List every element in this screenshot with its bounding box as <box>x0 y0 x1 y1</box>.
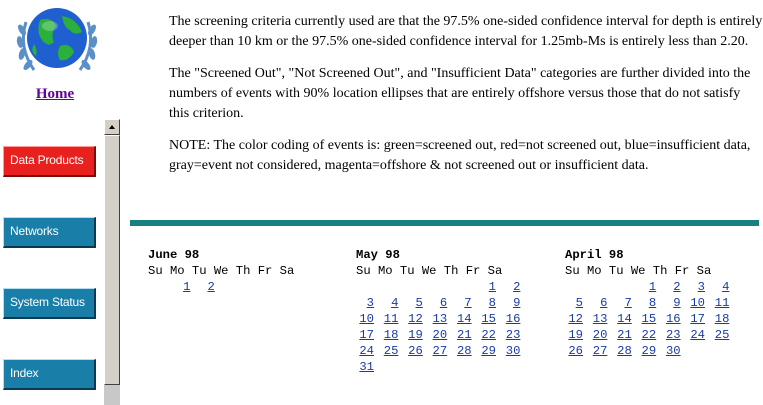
calendar-day-link[interactable]: 20 <box>432 328 448 342</box>
calendar-day-link[interactable]: 19 <box>408 328 423 342</box>
calendar-day-link[interactable]: 22 <box>481 328 496 342</box>
data-products-button[interactable]: Data Products <box>3 146 96 177</box>
calendar-day-link[interactable]: 13 <box>432 312 448 326</box>
calendar-weekday-header: Su Mo Tu We Th Fr Sa <box>565 264 712 278</box>
calendar-day-link[interactable]: 18 <box>714 312 730 326</box>
calendar-week-row <box>356 295 521 311</box>
calendar-day-link[interactable]: 5 <box>415 296 423 310</box>
calendar-day-link[interactable]: 10 <box>690 296 705 310</box>
calendar-day-link[interactable]: 23 <box>505 328 521 342</box>
calendar-week-row <box>356 343 521 359</box>
calendar-may-98 <box>356 247 521 375</box>
calendar-day-link[interactable]: 27 <box>592 344 608 358</box>
un-logo-icon <box>12 2 102 82</box>
calendar-day-link[interactable]: 31 <box>359 360 374 374</box>
calendar-june-98 <box>148 247 294 295</box>
calendar-april-98 <box>565 247 730 359</box>
calendar-day-link[interactable]: 6 <box>439 296 448 310</box>
calendar-day-link[interactable]: 14 <box>617 312 632 326</box>
calendar-day-link[interactable]: 6 <box>600 296 608 310</box>
calendar-week-row <box>565 295 730 311</box>
home-link[interactable]: Home <box>35 86 75 102</box>
calendar-day-link[interactable]: 1 <box>648 280 657 294</box>
calendar-day-link[interactable]: 11 <box>383 312 399 326</box>
calendar-day-link[interactable]: 30 <box>665 344 681 358</box>
calendar-week-row <box>148 279 294 295</box>
calendar-day-link[interactable]: 3 <box>697 280 705 294</box>
screening-criteria-text: The screening criteria currently used are that the 97.5% one-sided confidence interval for depth is entirely deeper than 10 km or the 97.5% one-sided confidence interval for 1.25mb-Ms is entirely less than 2.20. <box>169 14 763 49</box>
calendar-day-link[interactable]: 24 <box>690 328 705 342</box>
calendar-title: April 98 <box>565 248 624 262</box>
calendar-day-link[interactable]: 12 <box>568 312 583 326</box>
calendar-day-link[interactable]: 13 <box>592 312 608 326</box>
calendar-day-link[interactable]: 23 <box>665 328 681 342</box>
calendar-title: May 98 <box>356 248 400 262</box>
calendar-day-link[interactable]: 8 <box>488 296 496 310</box>
categories-text: The "Screened Out", "Not Screened Out", and "Insufficient Data" categories are further divided into the numbers of events with 90% location ellipses that are entirely offshore versus those that do not satisfy this criterion. <box>169 66 751 121</box>
main-content <box>169 12 763 188</box>
calendar-week-row <box>565 327 730 343</box>
color-coding-note: NOTE: The color coding of events is: green=screened out, red=not screened out, blue=insufficient data, gray=event not considered, magenta=offshore & not screened out or insufficient data. <box>169 138 751 173</box>
calendar-day-link[interactable]: 1 <box>488 280 496 294</box>
calendar-day-link[interactable]: 2 <box>513 280 521 294</box>
calendar-day-link[interactable]: 17 <box>359 328 374 342</box>
calendar-day-link[interactable]: 1 <box>183 280 191 294</box>
calendar-day-link[interactable]: 9 <box>673 296 681 310</box>
calendar-day-link[interactable]: 5 <box>575 296 583 310</box>
calendar-title: June 98 <box>148 248 200 262</box>
calendar-day-link[interactable]: 17 <box>690 312 705 326</box>
calendar-day-link[interactable]: 14 <box>456 312 472 326</box>
scroll-thumb[interactable] <box>104 135 120 385</box>
section-divider <box>130 220 759 226</box>
calendar-day-link[interactable]: 10 <box>359 312 374 326</box>
calendar-day-link[interactable]: 16 <box>665 312 681 326</box>
calendar-day-link[interactable]: 21 <box>617 328 632 342</box>
calendar-day-link[interactable]: 30 <box>505 344 521 358</box>
calendar-day-link[interactable]: 7 <box>464 296 472 310</box>
calendar-day-link[interactable]: 29 <box>641 344 657 358</box>
calendar-day-link[interactable]: 24 <box>359 344 374 358</box>
calendar-week-row <box>565 279 730 295</box>
index-button[interactable]: Index <box>3 359 96 390</box>
calendar-week-row <box>356 359 502 375</box>
nav-scrollbar[interactable] <box>104 119 120 405</box>
calendar-day-link[interactable]: 26 <box>408 344 423 358</box>
calendar-day-link[interactable]: 16 <box>505 312 521 326</box>
calendar-day-link[interactable]: 19 <box>568 328 583 342</box>
calendar-day-link[interactable]: 9 <box>513 296 521 310</box>
calendar-week-row <box>356 311 521 327</box>
calendar-day-link[interactable]: 29 <box>481 344 496 358</box>
calendar-day-link[interactable]: 2 <box>673 280 681 294</box>
calendar-day-link[interactable]: 12 <box>408 312 423 326</box>
calendar-day-link[interactable]: 11 <box>714 296 730 310</box>
calendar-day-link[interactable]: 20 <box>592 328 608 342</box>
calendar-day-link[interactable]: 26 <box>568 344 583 358</box>
calendar-day-link[interactable]: 8 <box>648 296 657 310</box>
calendar-day-link[interactable]: 28 <box>617 344 632 358</box>
calendar-day-link[interactable]: 25 <box>714 328 730 342</box>
calendar-day-link[interactable]: 4 <box>391 296 399 310</box>
calendar-day-link[interactable]: 15 <box>641 312 657 326</box>
scroll-up-arrow-icon[interactable] <box>104 119 120 135</box>
navigation-frame <box>0 0 123 405</box>
calendar-day-link[interactable]: 4 <box>722 280 730 294</box>
calendar-day-link[interactable]: 27 <box>432 344 448 358</box>
calendar-day-link[interactable]: 28 <box>456 344 472 358</box>
calendar-day-link[interactable]: 21 <box>456 328 472 342</box>
calendar-day-link[interactable]: 15 <box>481 312 496 326</box>
calendar-day-link[interactable]: 18 <box>383 328 399 342</box>
system-status-button[interactable]: System Status <box>3 288 96 319</box>
calendar-week-row <box>565 311 730 327</box>
calendar-week-row <box>356 279 521 295</box>
calendar-day-link[interactable]: 22 <box>641 328 657 342</box>
calendar-day-link[interactable]: 7 <box>624 296 632 310</box>
calendar-day-link[interactable]: 2 <box>207 280 215 294</box>
calendar-day-link[interactable]: 3 <box>366 296 374 310</box>
calendar-week-row <box>356 327 521 343</box>
calendar-weekday-header: Su Mo Tu We Th Fr Sa <box>356 264 503 278</box>
networks-button[interactable]: Networks <box>3 217 96 248</box>
calendar-week-row <box>565 343 711 359</box>
calendar-weekday-header: Su Mo Tu We Th Fr Sa <box>148 264 295 278</box>
calendar-day-link[interactable]: 25 <box>383 344 399 358</box>
